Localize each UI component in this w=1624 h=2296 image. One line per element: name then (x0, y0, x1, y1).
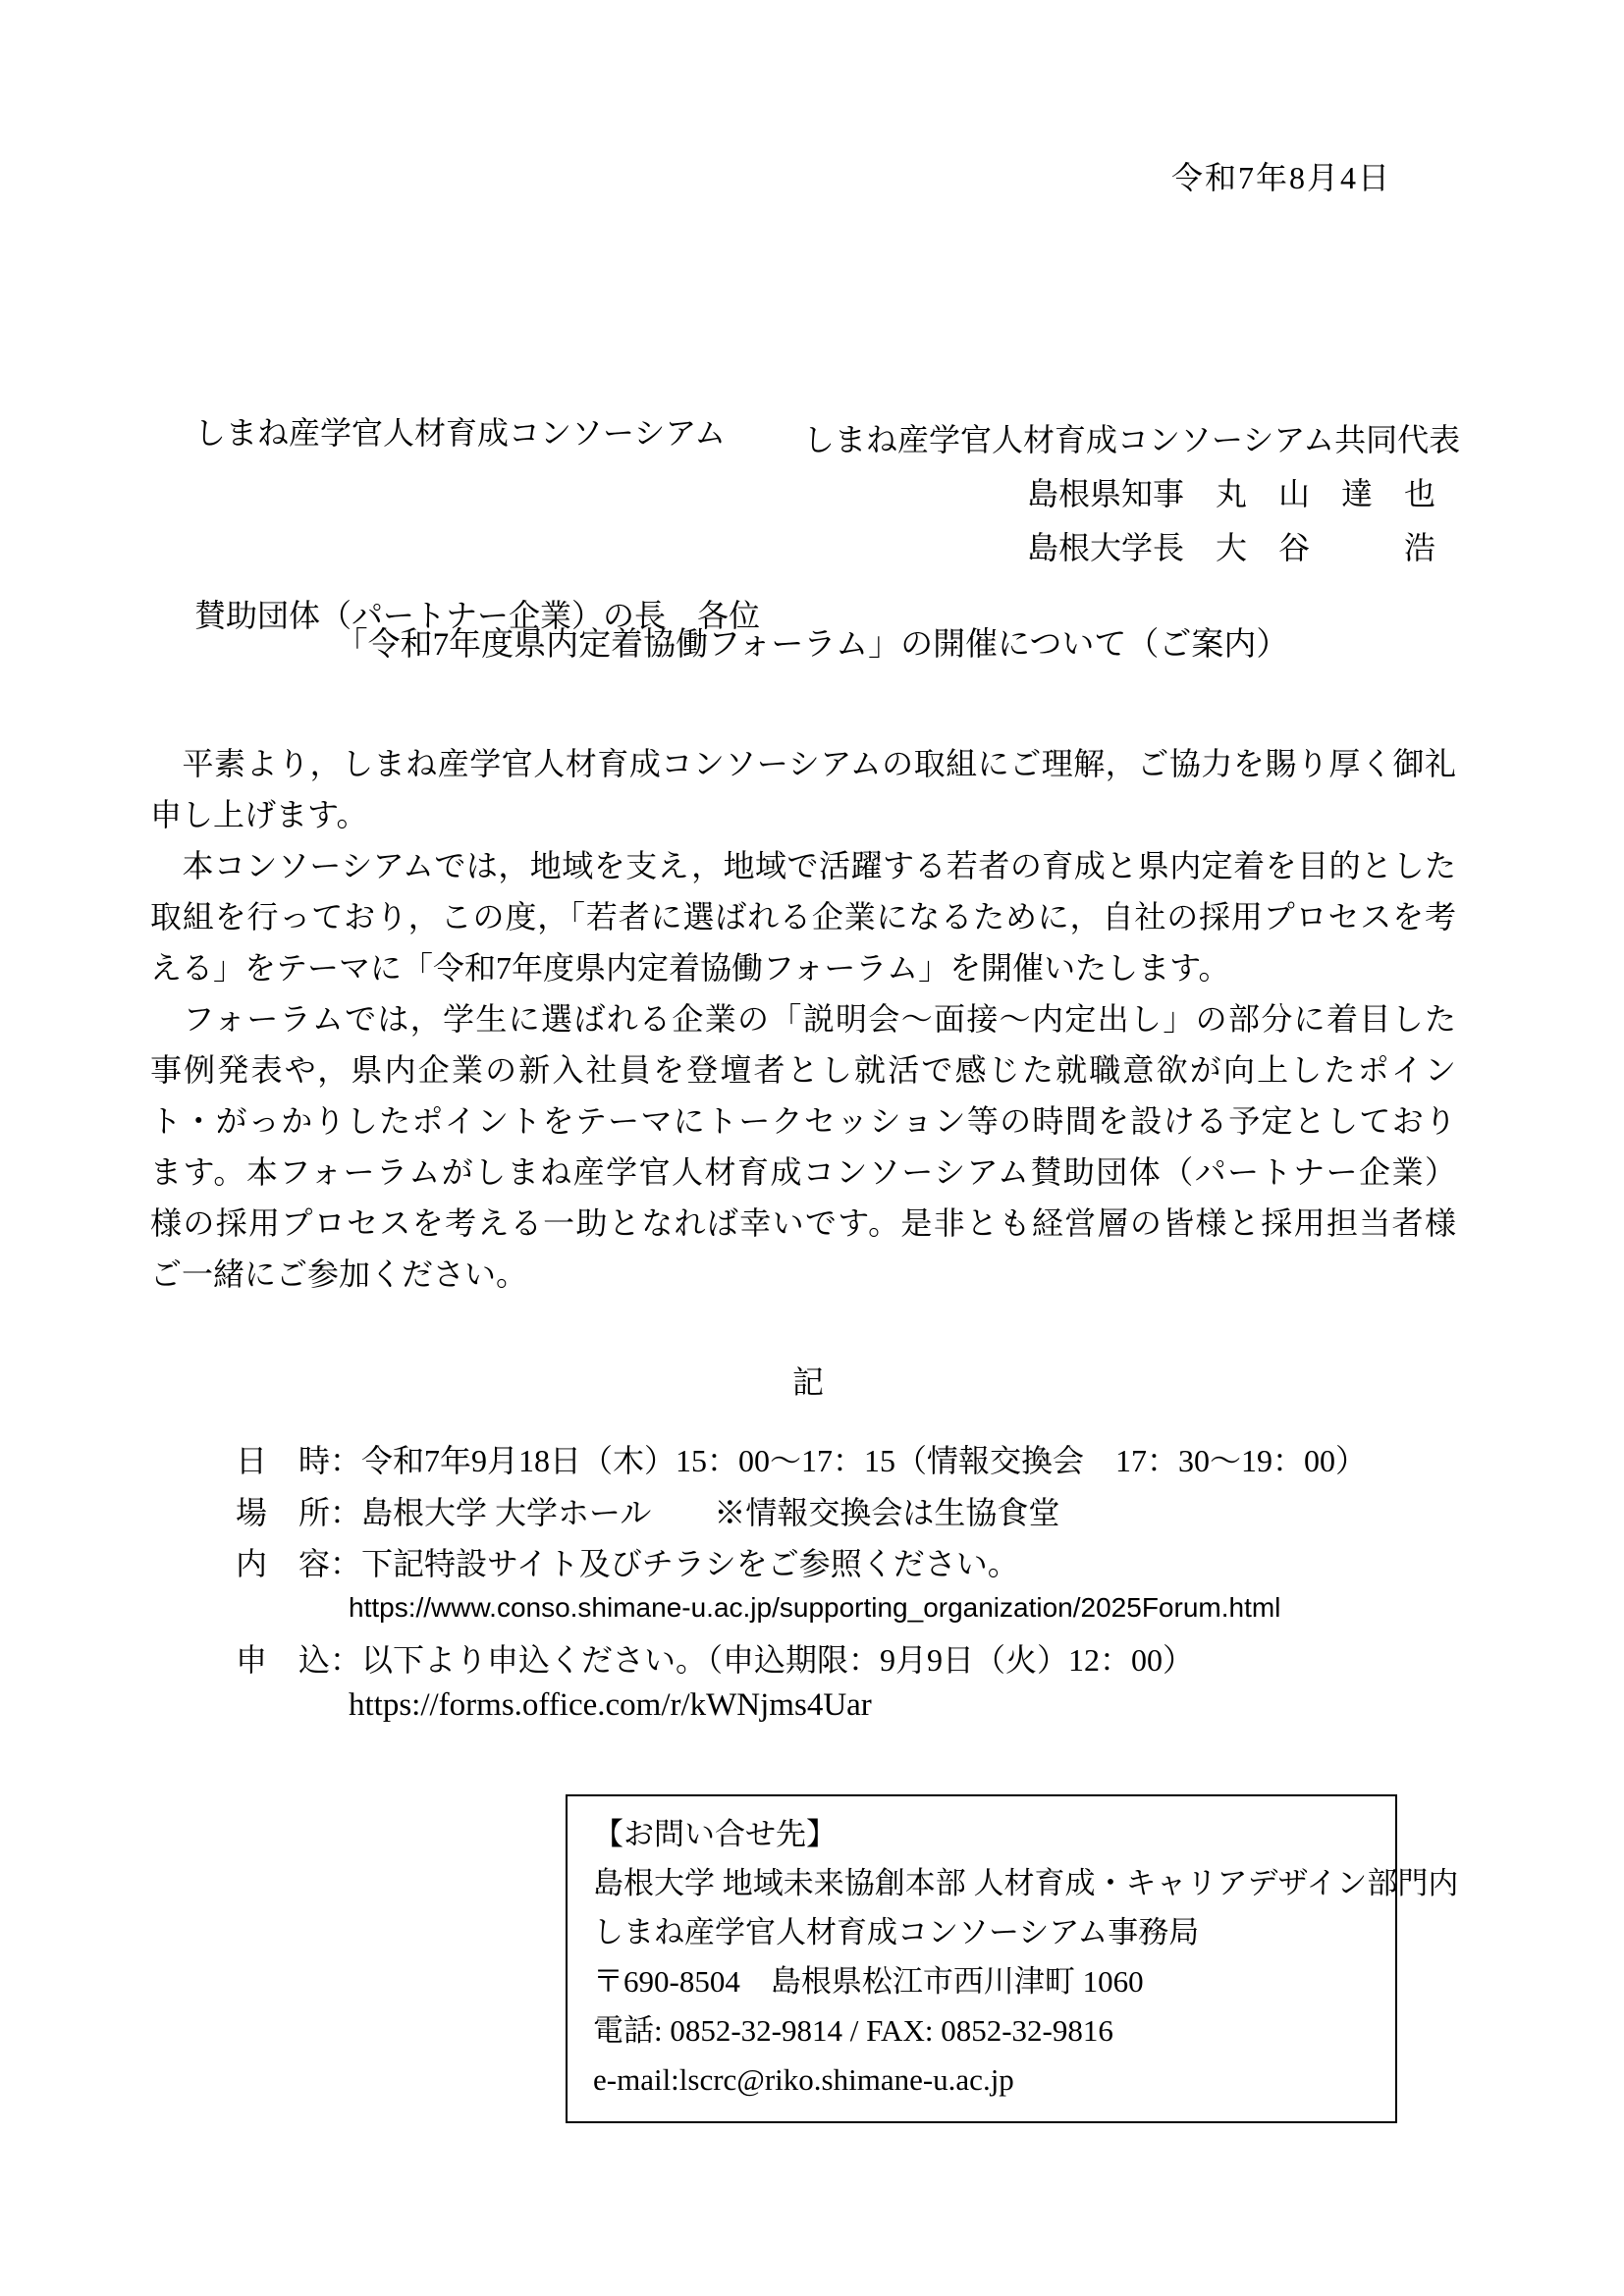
detail-place (236, 1488, 1059, 1533)
application-form-url: https://forms.office.com/r/kWNjms4Uar (349, 1687, 872, 1723)
recipient-line-2: 賛助団体（パートナー企業）の長 各位 (194, 598, 761, 633)
detail-datetime-label: 日 時： (236, 1443, 362, 1478)
detail-apply (236, 1635, 1194, 1681)
contact-line-email: e-mail:lscrc@riko.shimane-u.ac.jp (593, 2062, 1014, 2097)
sender-organization: しまね産学官人材育成コンソーシアム共同代表 (803, 422, 1461, 457)
detail-place-label: 場 所： (236, 1495, 362, 1530)
detail-datetime-value: 令和7年9月18日（木）15：00～17：15（情報交換会 17：30～19：00） (361, 1443, 1368, 1478)
body-line: 様の採用プロセスを考える一助となれば幸いです。是非とも経営層の皆様と採用担当者様 (150, 1205, 1456, 1241)
document-date: 令和7年8月4日 (1170, 160, 1391, 195)
detail-apply-label: 申 込： (236, 1642, 362, 1678)
contact-heading: 【お問い合せ先】 (593, 1817, 837, 1851)
contact-line-address: 〒690-8504 島根県松江市西川津町 1060 (593, 1964, 1144, 1999)
body-line: 本コンソーシアムでは，地域を支え，地域で活躍する若者の育成と県内定着を目的とした (150, 848, 1456, 883)
detail-datetime (236, 1436, 1367, 1481)
sender-representative-1: 島根県知事 丸 山 達 也 (1027, 476, 1436, 511)
body-line: ます。本フォーラムがしまね産学官人材育成コンソーシアム賛助団体（パートナー企業） (150, 1154, 1456, 1190)
forum-site-url: https://www.conso.shimane-u.ac.jp/supporting_organization/2025Forum.html (349, 1592, 1281, 1623)
body-line: 事例発表や，県内企業の新入社員を登壇者とし就活で感じた就職意欲が向上したポイン (150, 1052, 1456, 1088)
body-line: える」をテーマに「令和7年度県内定着協働フォーラム」を開催いたします。 (150, 950, 1230, 986)
contact-line-department: 島根大学 地域未来協創本部 人材育成・キャリアデザイン部門内 (593, 1866, 1459, 1900)
detail-content-value: 下記特設サイト及びチラシをご参照ください。 (361, 1546, 1019, 1581)
sender-representative-2: 島根大学長 大 谷 浩 (1027, 530, 1436, 565)
contact-line-office: しまね産学官人材育成コンソーシアム事務局 (593, 1915, 1200, 1949)
detail-content-label: 内 容： (236, 1546, 362, 1581)
recipient-block (194, 281, 760, 768)
body-line: 取組を行っており，この度，「若者に選ばれる企業になるために，自社の採用プロセスを考 (150, 899, 1456, 934)
recipient-line-1: しまね産学官人材育成コンソーシアム (194, 415, 727, 451)
notation-ki: 記 (791, 1364, 832, 1400)
contact-box (566, 1794, 1459, 2123)
body-line: フォーラムでは，学生に選ばれる企業の「説明会～面接～内定出し」の部分に着目した (150, 1001, 1456, 1037)
detail-content (236, 1539, 1019, 1584)
body-line: 申し上げます。 (150, 797, 368, 832)
detail-place-value: 島根大学 大学ホール ※情報交換会は生協食堂 (361, 1495, 1060, 1530)
body-line: 平素より，しまね産学官人材育成コンソーシアムの取組にご理解，ご協力を賜り厚く御礼 (150, 746, 1456, 781)
body-line: ご一緒にご参加ください。 (150, 1256, 528, 1292)
detail-apply-value: 以下より申込ください。（申込期限：9月9日（火）12：00） (361, 1642, 1195, 1678)
contact-line-phone-fax: 電話: 0852-32-9814 / FAX: 0852-32-9816 (593, 2013, 1113, 2048)
document-title: 「令和7年度県内定着協働フォーラム」の開催について（ご案内） (335, 627, 1289, 663)
body-line: ト・がっかりしたポイントをテーマにトークセッション等の時間を設ける予定としており (150, 1103, 1456, 1139)
body-text (150, 738, 1456, 1300)
